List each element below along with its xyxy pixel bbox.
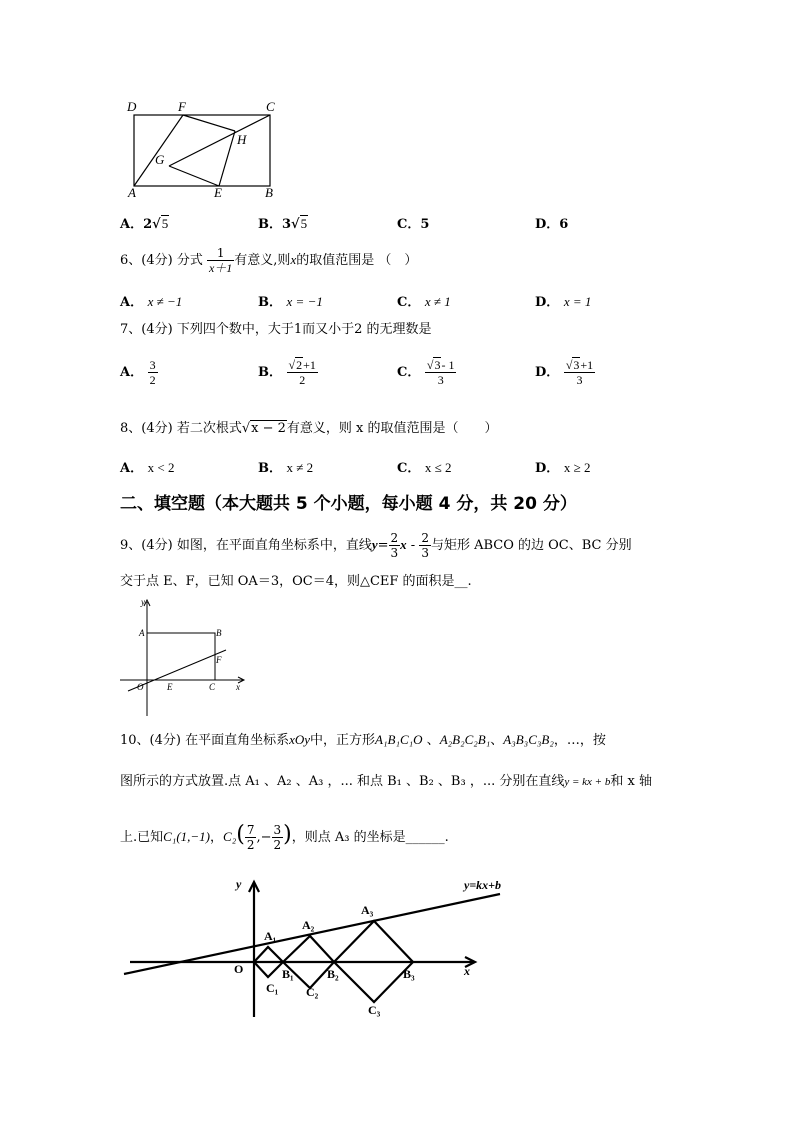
- q9-stem-line2: 交于点 E、F，已知 OA＝3，OC＝4，则△CEF 的面积是__.: [120, 574, 472, 589]
- rectangle-figure: [120, 96, 290, 200]
- q6-option-c[interactable]: C． x ≠ 1: [397, 294, 451, 310]
- q7-option-d[interactable]: D． $\frac{√3+1}{3}$: [535, 358, 594, 387]
- q7-stem: 7、(4分) 下列四个数中，大于1而又小于2 的无理数是: [120, 322, 432, 337]
- q6-option-a[interactable]: A． x ≠ −1: [120, 294, 183, 310]
- coordinate-figure-q9: [118, 596, 253, 718]
- label-C: C: [209, 682, 216, 692]
- label-B2: B₂: [327, 967, 339, 981]
- q6-stem: 6、(4分) 分式 $\frac{1}{x+1}$ 有意义,则x的取值范围是 （ ）: [120, 246, 418, 275]
- q10-stem-line2: 图所示的方式放置.点 A₁ 、A₂ 、A₃ ，... 和点 B₁ 、B₂ 、B₃ ，... 分别在直线y = kx + b和 x 轴: [120, 774, 652, 789]
- label-C: C: [266, 99, 275, 114]
- q10-stem-line1: 10、(4分) 在平面直角坐标系xOy中，正方形A₁B₁C₁O 、A₂B₂C₂B₁、A₃B₃C₃B₂，…，按: [120, 732, 606, 748]
- label-H: H: [237, 132, 247, 147]
- q8-option-a[interactable]: A． x < 2: [120, 460, 175, 476]
- label-O: O: [234, 962, 244, 976]
- axis-y-label: y: [141, 597, 145, 607]
- q5-option-a[interactable]: A．2√5: [120, 216, 169, 232]
- q6-option-d[interactable]: D． x = 1: [535, 294, 592, 310]
- label-B3: B₃: [403, 967, 415, 981]
- squares-figure-q10: [118, 872, 518, 1022]
- axis-x-label: x: [236, 682, 240, 692]
- label-F: F: [178, 99, 186, 114]
- q8-option-d[interactable]: D． x ≥ 2: [535, 460, 591, 476]
- label-B: B: [265, 185, 273, 200]
- q10-stem-line3: 上.已知C₁(1,−1)，C₂( $\frac{7}{2}$ ,− $\frac{3}{2}$ )，则点 A₃ 的坐标是______.: [120, 822, 449, 852]
- label-A: A: [128, 185, 136, 200]
- label-C2: C₂: [306, 985, 319, 999]
- q5-option-b[interactable]: B．3√5: [258, 216, 308, 232]
- label-C3: C₃: [368, 1003, 381, 1017]
- q6-option-b[interactable]: B． x = −1: [258, 294, 323, 310]
- q7-option-a[interactable]: A． $\frac{3}{2}$: [120, 358, 156, 387]
- q9-stem-line1: 9、(4分) 如图，在平面直角坐标系中，直线y= $\frac{2}{3}$ x - $\frac{2}{3}$ 与矩形 ABCO 的边 OC、BC 分别: [120, 531, 632, 560]
- line-label: y=kx+b: [464, 878, 502, 892]
- label-O: O: [137, 682, 144, 692]
- q7-option-c[interactable]: C． $\frac{√3- 1}{3}$: [397, 358, 455, 387]
- label-C1: C₁: [266, 981, 279, 995]
- q7-option-b[interactable]: B． $\frac{√2+1}{2}$: [258, 358, 316, 387]
- label-A3: A₃: [361, 903, 374, 917]
- q8-option-b[interactable]: B． x ≠ 2: [258, 460, 314, 476]
- label-B: B: [216, 628, 222, 638]
- q8-stem: 8、(4分) 若二次根式√x − 2有意义，则 x 的取值范围是（ ）: [120, 421, 498, 436]
- label-B1: B₁: [282, 967, 294, 981]
- label-A2: A₂: [302, 918, 315, 932]
- label-F: F: [216, 655, 222, 665]
- label-A1: A₁: [264, 929, 277, 943]
- q8-option-c[interactable]: C． x ≤ 2: [397, 460, 452, 476]
- section-heading: 二、填空题（本大题共 5 个小题，每小题 4 分，共 20 分）: [120, 494, 577, 514]
- axis-x-label: x: [464, 964, 470, 978]
- label-E: E: [214, 185, 222, 200]
- axis-y-label: y: [236, 877, 242, 891]
- label-A: A: [139, 628, 145, 638]
- q5-option-d[interactable]: D．6: [535, 217, 569, 232]
- label-D: D: [127, 99, 137, 114]
- q5-option-c[interactable]: C．5: [397, 217, 430, 232]
- label-E: E: [167, 682, 173, 692]
- label-G: G: [155, 152, 165, 167]
